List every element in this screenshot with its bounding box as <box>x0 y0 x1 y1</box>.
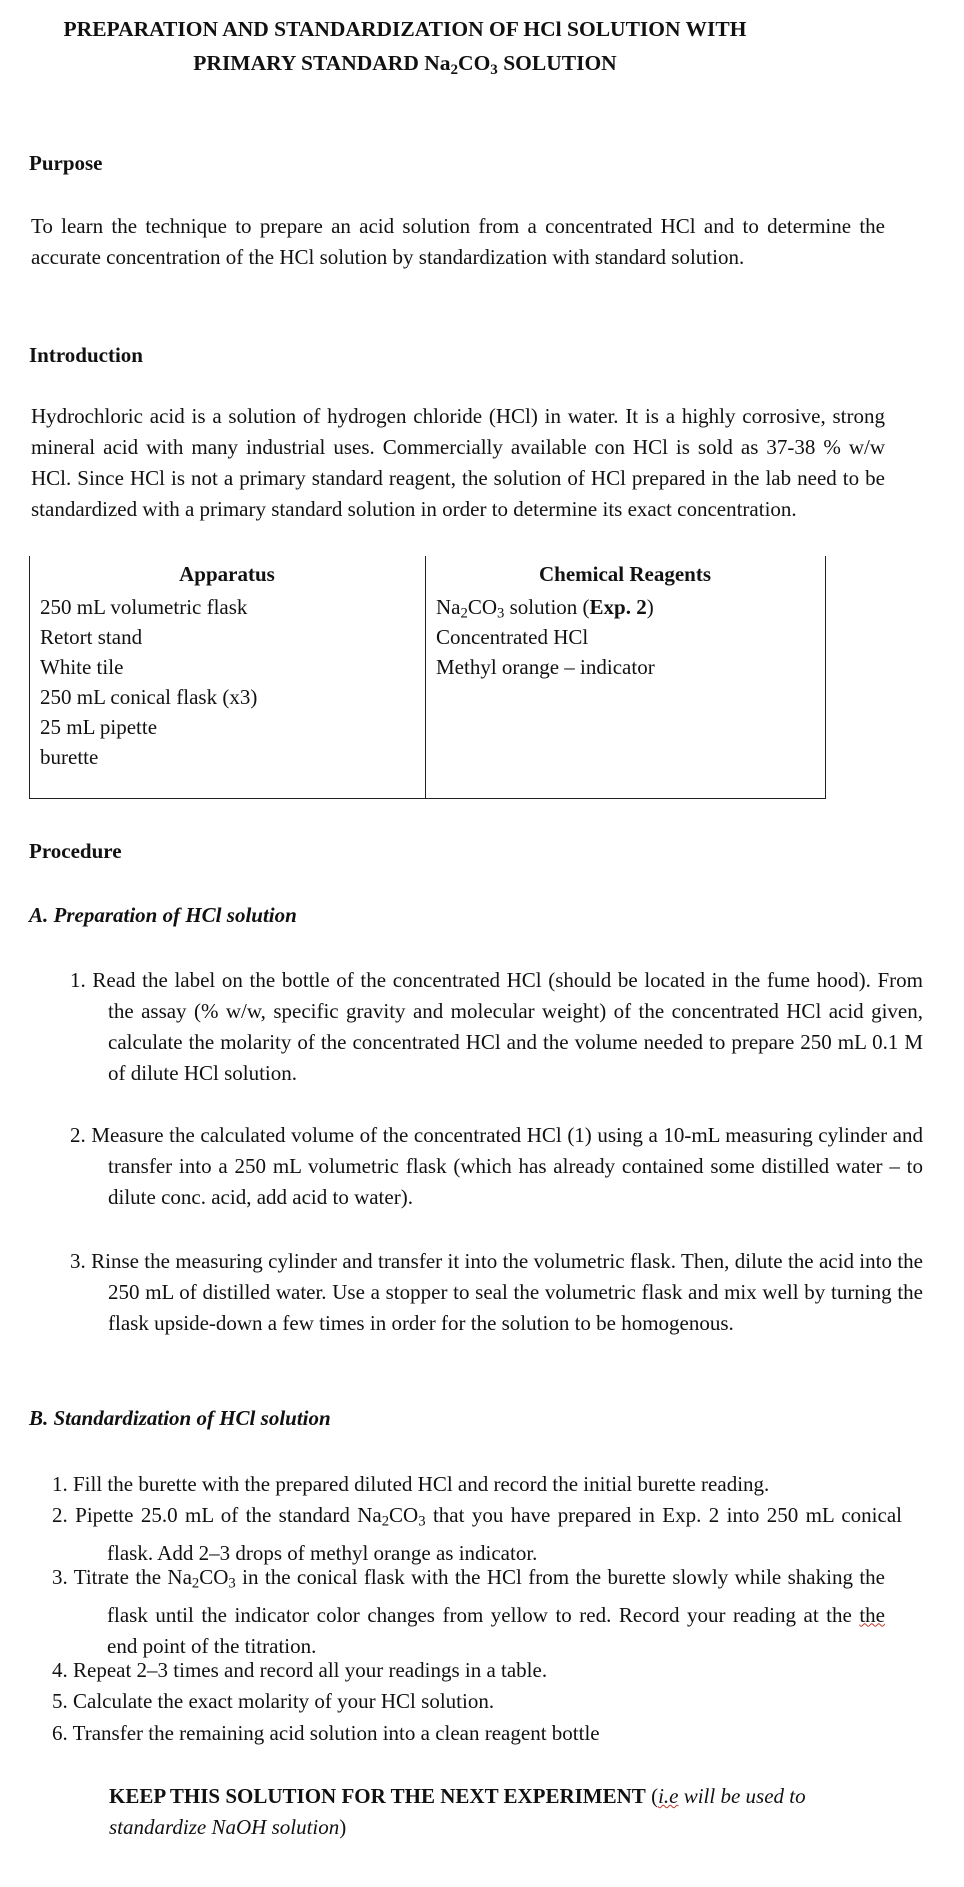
apparatus-header: Apparatus <box>179 562 275 586</box>
part-b-step: 5. Calculate the exact molarity of your HCl solution. <box>52 1689 495 1713</box>
table-column-divider <box>425 556 426 799</box>
apparatus-item: Retort stand <box>40 625 143 649</box>
part-b-step: 6. Transfer the remaining acid solution into a clean reagent bottle <box>52 1721 600 1745</box>
procedure-heading: Procedure <box>29 839 122 863</box>
table-bottom-border <box>29 798 826 799</box>
reagents-header: Chemical Reagents <box>538 562 712 586</box>
part-a-step: 3. Rinse the measuring cylinder and transfer it into the volumetric flask. Then, dilute the acid into the 250 mL of distilled water. Use a stopper to seal the volumetric flask and mix well by turning the flask upside-down a few times in order for the solution to be homogenous. <box>70 1249 923 1335</box>
introduction-text: Hydrochloric acid is a solution of hydrogen chloride (HCl) in water. It is a highly corrosive, strong mineral acid with many industrial uses. Commercially available con HCl is sold as 37-38 % w/w HCl. Since HCl is not a primary standard reagent, the solution of HCl prepared in the lab need to be standardized with a primary standard solution in order to determine its exact concentration. <box>31 404 885 521</box>
part-b-step: 4. Repeat 2–3 times and record all your readings in a table. <box>52 1658 548 1682</box>
page-title-line-1: PREPARATION AND STANDARDIZATION OF HCl SOLUTION WITH <box>63 17 747 41</box>
apparatus-item: 250 mL volumetric flask <box>40 595 248 619</box>
apparatus-item: 25 mL pipette <box>40 715 158 739</box>
reagent-item: Methyl orange – indicator <box>436 655 655 679</box>
introduction-heading: Introduction <box>29 343 143 367</box>
spellcheck-underline: the <box>859 1602 885 1627</box>
purpose-heading: Purpose <box>29 151 103 175</box>
table-right-border <box>825 556 826 799</box>
table-left-border <box>29 556 30 799</box>
reagent-item: Concentrated HCl <box>436 625 589 649</box>
apparatus-item: 250 mL conical flask (x3) <box>40 685 258 709</box>
apparatus-item: burette <box>40 745 99 769</box>
part-a-heading: A. Preparation of HCl solution <box>29 903 297 927</box>
part-a-step: 2. Measure the calculated volume of the concentrated HCl (1) using a 10-mL measuring cylinder and transfer into a 250 mL volumetric flask (which has already contained some distilled water – to dilute conc. acid, add acid to water). <box>70 1123 923 1209</box>
part-a-step: 1. Read the label on the bottle of the concentrated HCl (should be located in the fume hood). From the assay (% w/w, specific gravity and molecular weight) of the concentrated HCl acid given, calculate the molarity of the concentrated HCl and the volume needed to prepare 250 mL 0.1 M of dilute HCl solution. <box>70 968 923 1085</box>
materials-table <box>29 556 826 799</box>
reagent-item: $Na_2CO_3$ solution (Exp. 2) <box>436 595 654 622</box>
spellcheck-underline: i.e <box>658 1784 679 1808</box>
page-title-line-2: PRIMARY STANDARD $Na_2CO_3$ SOLUTION <box>193 51 617 78</box>
part-b-step: 2. Pipette 25.0 mL of the standard $Na_2CO_3$ that you have prepared in Exp. 2 into 250 mL conical flask. Add 2–3 drops of methyl orange as indicator. <box>52 1503 902 1565</box>
part-b-step: 3. Titrate the $Na_2CO_3$ in the conical flask with the HCl from the burette slowly while shaking the flask until the indicator color changes from yellow to red. Record your reading at the the end point of the titration. <box>52 1565 885 1658</box>
purpose-text: To learn the technique to prepare an acid solution from a concentrated HCl and to determine the accurate concentration of the HCl solution by standardization with standard solution. <box>31 214 885 269</box>
part-b-step: 1. Fill the burette with the prepared diluted HCl and record the initial burette reading. <box>52 1472 770 1496</box>
part-b-heading: B. Standardization of HCl solution <box>29 1406 331 1430</box>
keep-solution-note: KEEP THIS SOLUTION FOR THE NEXT EXPERIMENT (i.e will be used to standardize NaOH solution) <box>109 1784 806 1839</box>
apparatus-item: White tile <box>40 655 124 679</box>
